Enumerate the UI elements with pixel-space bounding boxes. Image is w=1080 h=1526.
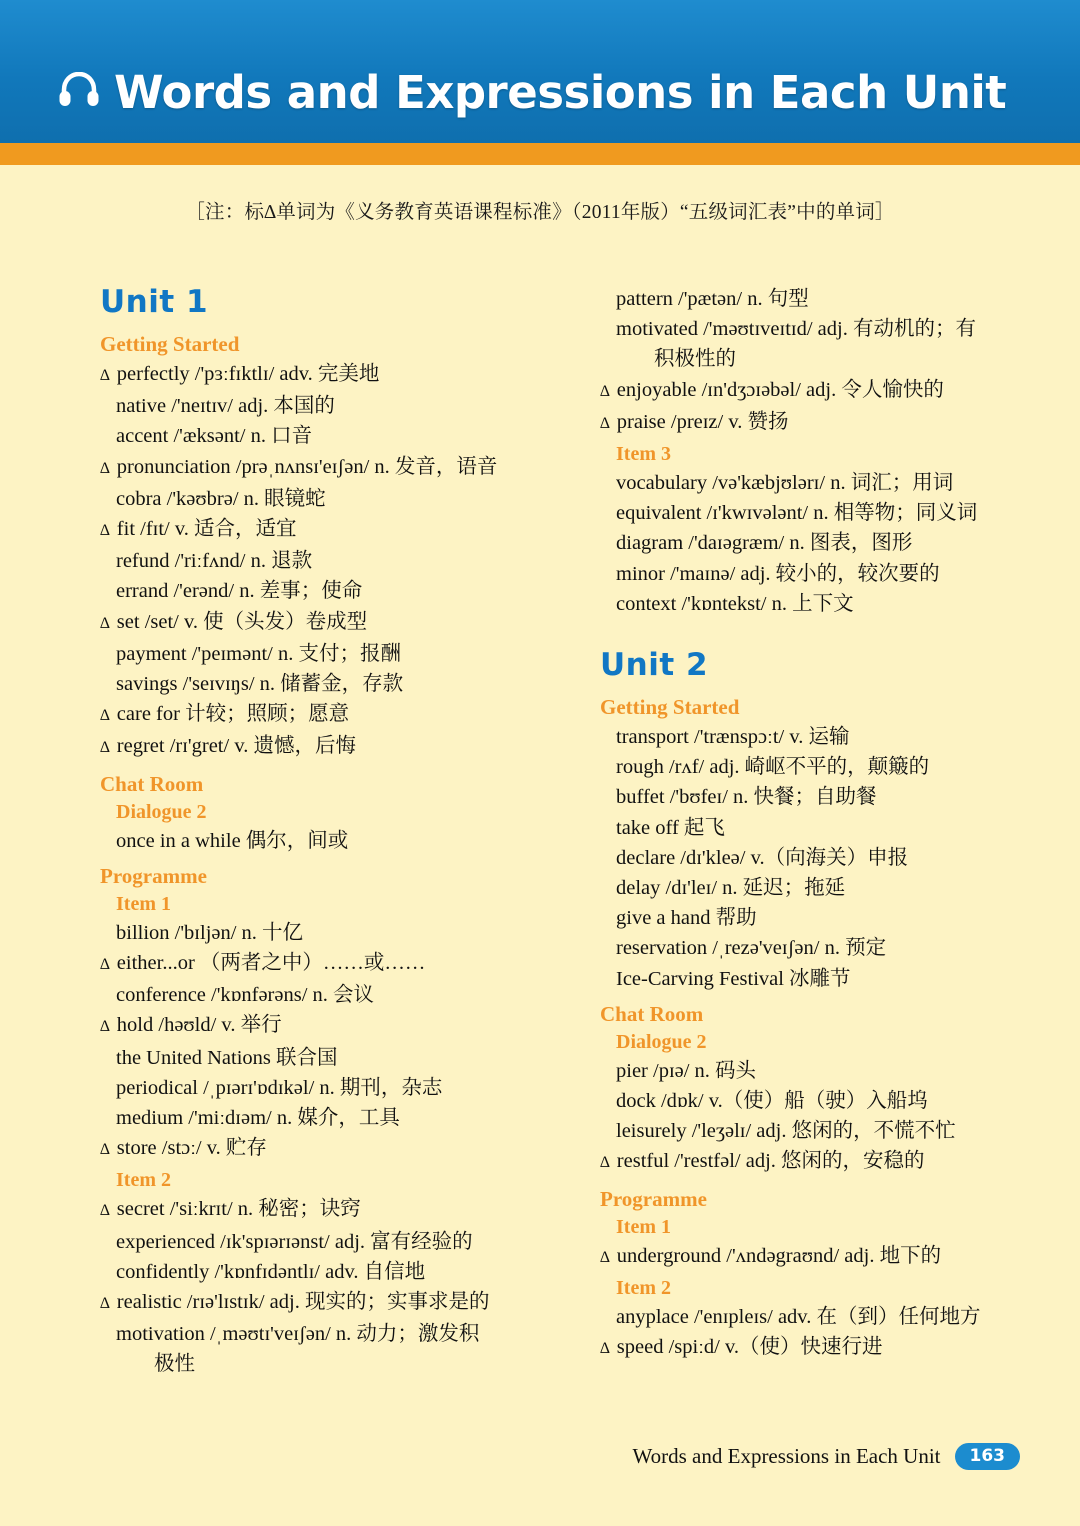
- entry-text: Ice-Carving Festival 冰雕节: [616, 967, 851, 990]
- vocabulary-entry: [100, 1073, 580, 1103]
- entry-text: realistic /rɪə'lɪstɪk/ adj. 现实的；实事求是的: [116, 1291, 490, 1314]
- entry-text: motivated /'məʊtɪveɪtɪd/ adj. 有动机的；有: [616, 318, 976, 341]
- vocabulary-entry: [100, 576, 580, 606]
- vocabulary-entry: [100, 1103, 580, 1133]
- section-heading: Chat Room: [100, 771, 204, 796]
- note-line: ［注：标∆单词为《义务教育英语课程标准》（2011年版）“五级词汇表”中的单词］: [185, 202, 895, 223]
- entry-text: context /'kɒntekst/ n. 上下文: [616, 592, 854, 615]
- triangle-marker-icon: ∆: [100, 1141, 114, 1159]
- sub-heading: Dialogue 2: [616, 1030, 707, 1053]
- vocabulary-entry: [100, 484, 580, 514]
- header-accent-bar: [0, 143, 1080, 165]
- entry-text: billion /'bɪljən/ n. 十亿: [116, 921, 304, 944]
- vocabulary-entry: [600, 964, 1080, 994]
- sub-heading: Item 2: [116, 1169, 171, 1192]
- vocabulary-entry: [100, 421, 580, 451]
- vocabulary-entry: [100, 948, 580, 980]
- vocabulary-entry: [600, 559, 1080, 589]
- right-entry-list: [600, 695, 1080, 1364]
- entry-text: refund /'riːfʌnd/ n. 退款: [116, 550, 313, 573]
- vocabulary-entry: [100, 918, 580, 948]
- entry-text: confidently /'kɒnfɪdəntlɪ/ adv. 自信地: [116, 1260, 426, 1283]
- right-column: [600, 284, 1080, 1380]
- entry-text: rough /rʌf/ adj. 崎岖不平的，颠簸的: [616, 756, 930, 779]
- triangle-marker-icon: ∆: [100, 1202, 114, 1220]
- triangle-marker-icon: ∆: [100, 367, 114, 384]
- entry-text: care for 计较；照顾；愿意: [116, 703, 350, 726]
- vocabulary-entry: [600, 903, 1080, 933]
- vocabulary-entry: [600, 1086, 1080, 1116]
- vocabulary-entry: [600, 1241, 1080, 1273]
- vocabulary-entry: [600, 528, 1080, 558]
- entry-text: diagram /'daɪəgræm/ n. 图表，图形: [616, 532, 913, 555]
- entry-text: give a hand 帮助: [616, 907, 757, 930]
- vocabulary-entry: [100, 1257, 580, 1287]
- triangle-marker-icon: ∆: [100, 707, 114, 725]
- vocabulary-entry: [100, 452, 580, 484]
- page-title: Words and Expressions in Each Unit: [114, 66, 1007, 119]
- entry-text: once in a while 偶尔，间或: [116, 829, 349, 852]
- vocabulary-entry: [600, 1116, 1080, 1146]
- triangle-marker-icon: ∆: [600, 1248, 614, 1266]
- vocabulary-entry: [600, 375, 1080, 407]
- entry-text: buffet /'bʊfeɪ/ n. 快餐；自助餐: [616, 786, 877, 809]
- vocabulary-entry: [600, 722, 1080, 752]
- vocabulary-entry: [100, 699, 580, 731]
- entry-text: accent /'æksənt/ n. 口音: [116, 425, 313, 448]
- entry-text: payment /'peɪmənt/ n. 支付；报酬: [116, 642, 401, 665]
- entry-continuation: 积极性的: [654, 348, 736, 371]
- section-heading: Getting Started: [600, 695, 740, 720]
- sub-heading: Item 3: [616, 443, 671, 466]
- entry-text: delay /dɪ'leɪ/ n. 延迟；拖延: [616, 877, 846, 900]
- section-heading: Programme: [100, 863, 207, 888]
- entry-text: anyplace /'enɪpleɪs/ adv. 在（到）任何地方: [616, 1305, 981, 1328]
- vocabulary-entry: [100, 1010, 580, 1042]
- entry-text: praise /preɪz/ v. 赞扬: [616, 410, 789, 433]
- vocabulary-entry: [600, 1302, 1080, 1332]
- headphones-icon: [58, 72, 100, 113]
- unit-title-2: Unit 2: [600, 647, 709, 684]
- right-top-entry-list: [600, 284, 1080, 619]
- footer-text: Words and Expressions in Each Unit: [632, 1444, 941, 1468]
- vocabulary-entry: [600, 314, 1080, 344]
- triangle-marker-icon: ∆: [100, 1295, 114, 1313]
- triangle-marker-icon: ∆: [600, 1154, 614, 1172]
- entry-text: minor /'maɪnə/ adj. 较小的，较次要的: [616, 562, 940, 585]
- entry-text: the United Nations 联合国: [116, 1046, 338, 1069]
- left-column: [100, 284, 580, 1380]
- entry-text: pier /pɪə/ n. 码头: [616, 1059, 757, 1082]
- vocabulary-entry: [100, 1194, 580, 1226]
- entry-text: pronunciation /prəˌnʌnsɪ'eɪʃən/ n. 发音，语音: [116, 455, 498, 478]
- vocabulary-entry: [100, 359, 580, 391]
- triangle-marker-icon: ∆: [600, 1340, 614, 1358]
- vocabulary-entry: [100, 980, 580, 1010]
- triangle-marker-icon: ∆: [100, 614, 114, 632]
- section-heading: Programme: [600, 1186, 707, 1211]
- section-heading: Getting Started: [100, 332, 240, 356]
- triangle-marker-icon: ∆: [100, 522, 114, 540]
- entry-text: dock /dɒk/ v.（使）船（驶）入船坞: [616, 1090, 928, 1113]
- triangle-marker-icon: ∆: [100, 459, 114, 477]
- entry-text: cobra /'kəʊbrə/ n. 眼镜蛇: [116, 487, 326, 510]
- entry-text: experienced /ɪk'spɪərɪənst/ adj. 富有经验的: [116, 1230, 473, 1253]
- vocabulary-entry: [100, 607, 580, 639]
- vocabulary-entry: [100, 1133, 580, 1165]
- entry-text: periodical /ˌpɪərɪ'ɒdɪkəl/ n. 期刊，杂志: [116, 1076, 443, 1099]
- entry-text: vocabulary /və'kæbjʊlərɪ/ n. 词汇；用词: [616, 472, 954, 495]
- entry-text: equivalent /ɪ'kwɪvələnt/ n. 相等物；同义词: [616, 502, 978, 525]
- entry-text: underground /'ʌndəgraʊnd/ adj. 地下的: [616, 1244, 942, 1267]
- entry-text: pattern /'pætən/ n. 句型: [616, 288, 809, 310]
- vocabulary-entry: [600, 782, 1080, 812]
- triangle-marker-icon: ∆: [600, 414, 614, 432]
- sub-heading: Item 1: [116, 892, 171, 915]
- vocabulary-entry: [100, 514, 580, 546]
- entry-text: either...or （两者之中）……或……: [116, 952, 426, 975]
- vocabulary-entry: [600, 752, 1080, 782]
- entry-text: savings /'seɪvɪŋs/ n. 储蓄金，存款: [116, 673, 404, 696]
- entry-text: secret /'siːkrɪt/ n. 秘密；诀窍: [116, 1198, 361, 1221]
- header: [58, 66, 1006, 119]
- page-number: 163: [955, 1443, 1021, 1470]
- vocabulary-entry: [100, 1287, 580, 1319]
- entry-continuation: 极性: [154, 1353, 195, 1376]
- entry-text: declare /dɪ'kleə/ v.（向海关）申报: [616, 846, 909, 869]
- entry-text: fit /fɪt/ v. 适合，适宜: [116, 518, 297, 541]
- entry-text: transport /'trænspɔːt/ v. 运输: [616, 726, 850, 749]
- vocabulary-entry: [100, 1319, 580, 1349]
- entry-text: speed /spiːd/ v.（使）快速行进: [616, 1336, 883, 1359]
- vocabulary-entry: [600, 468, 1080, 498]
- vocabulary-entry: [100, 669, 580, 699]
- entry-text: store /stɔː/ v. 贮存: [116, 1137, 267, 1160]
- vocabulary-entry: [600, 813, 1080, 843]
- left-entry-list: [100, 332, 580, 1380]
- vocabulary-entry: [100, 546, 580, 576]
- sub-heading: Item 1: [616, 1215, 671, 1238]
- vocabulary-entry: [600, 1056, 1080, 1086]
- vocabulary-entry: [100, 1227, 580, 1257]
- entry-text: reservation /ˌrezə'veɪʃən/ n. 预定: [616, 937, 887, 960]
- footer: [632, 1443, 1020, 1470]
- vocabulary-entry: [100, 391, 580, 421]
- entry-text: perfectly /'pɜːfɪktlɪ/ adv. 完美地: [116, 363, 380, 385]
- vocabulary-entry: [600, 1332, 1080, 1364]
- vocabulary-entry: [600, 933, 1080, 963]
- vocabulary-entry: [600, 843, 1080, 873]
- entry-text: conference /'kɒnfərəns/ n. 会议: [116, 984, 375, 1007]
- unit-title-1: Unit 1: [100, 284, 209, 320]
- vocabulary-entry: [100, 639, 580, 669]
- entry-text: native /'neɪtɪv/ adj. 本国的: [116, 395, 335, 418]
- entry-text: medium /'miːdɪəm/ n. 媒介，工具: [116, 1107, 400, 1130]
- triangle-marker-icon: ∆: [600, 382, 614, 400]
- entry-text: restful /'restfəl/ adj. 悠闲的，安稳的: [616, 1150, 925, 1173]
- sub-heading: Item 2: [616, 1276, 671, 1299]
- triangle-marker-icon: ∆: [100, 1018, 114, 1036]
- triangle-marker-icon: ∆: [100, 739, 114, 757]
- entry-text: take off 起飞: [616, 816, 725, 839]
- vocabulary-entry: [600, 589, 1080, 619]
- vocabulary-entry: [100, 731, 580, 763]
- vocabulary-entry: [600, 1146, 1080, 1178]
- entry-text: hold /həʊld/ v. 举行: [116, 1014, 282, 1037]
- entry-text: regret /rɪ'gret/ v. 遗憾，后悔: [116, 735, 356, 758]
- vocabulary-entry: [100, 1043, 580, 1073]
- entry-text: set /set/ v. 使（头发）卷成型: [116, 610, 368, 633]
- section-heading: Chat Room: [600, 1001, 704, 1026]
- entry-text: errand /'erənd/ n. 差事；使命: [116, 580, 363, 603]
- vocabulary-entry: [600, 284, 1080, 314]
- vocabulary-entry: [600, 407, 1080, 439]
- entry-text: motivation /ˌməʊtɪ'veɪʃən/ n. 动力；激发积: [116, 1323, 480, 1346]
- entry-text: enjoyable /ɪn'dʒɔɪəbəl/ adj. 令人愉快的: [616, 378, 944, 401]
- vocabulary-entry: [600, 498, 1080, 528]
- content-columns: [0, 284, 1080, 1380]
- vocabulary-entry: [100, 826, 580, 856]
- vocabulary-entry: [600, 873, 1080, 903]
- entry-text: leisurely /'leʒəlɪ/ adj. 悠闲的，不慌不忙: [616, 1120, 956, 1143]
- triangle-marker-icon: ∆: [100, 956, 114, 974]
- sub-heading: Dialogue 2: [116, 800, 207, 823]
